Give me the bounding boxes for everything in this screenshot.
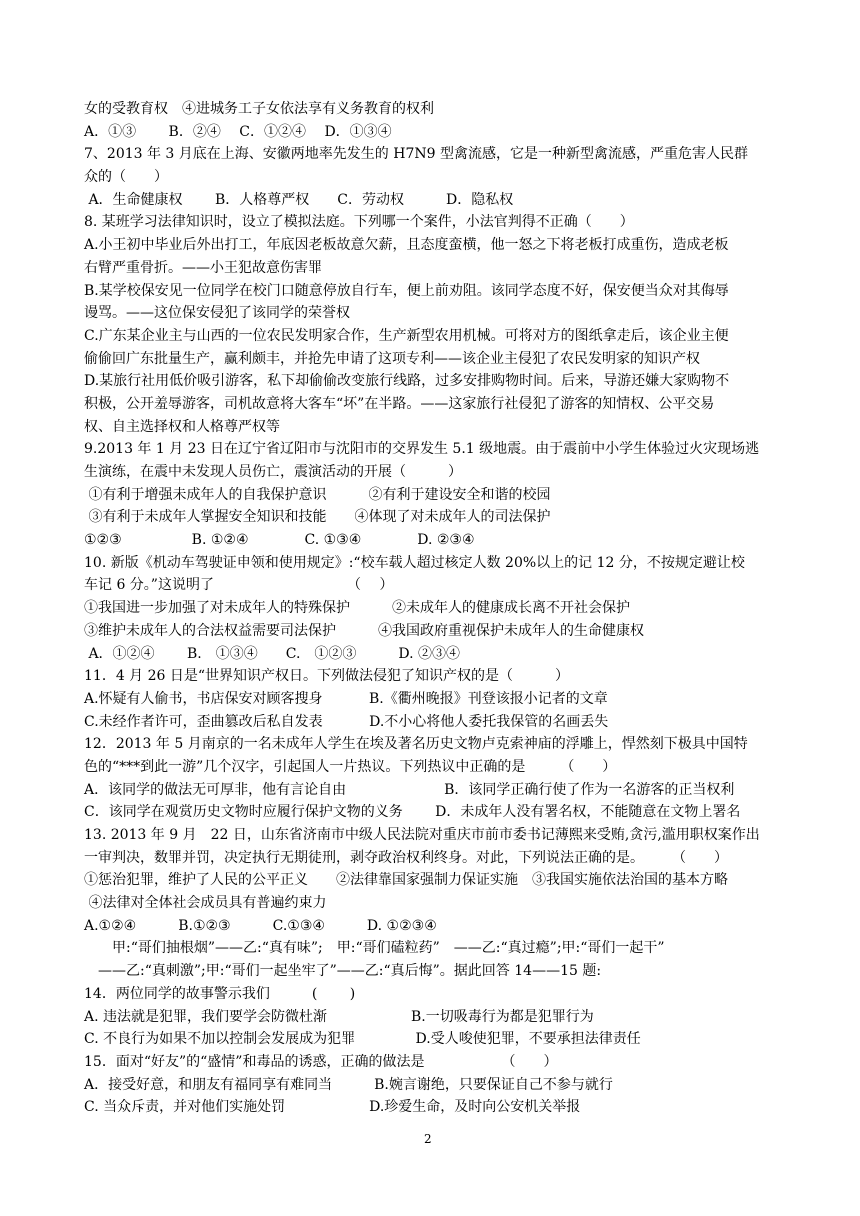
question-14-stem: 14．两位同学的故事警示我们 ( ): [84, 985, 356, 1002]
question-9-line-2: 生演练，在震中未发现人员伤亡，震演活动的开展（ ）: [84, 464, 462, 480]
question-11-options-ab: A.怀疑有人偷书，书店保安对顾客搜身 B.《衢州晚报》刊登该报小记者的文章: [84, 690, 608, 707]
question-12-line-1: 12．2013 年 5 月南京的一名未成年人学生在埃及著名历史文物卢克索神庙的浮雕上，悍然刻下极具中国特: [84, 736, 748, 753]
question-8-stem: 8. 某班学习法律知识时，设立了模拟法庭。下列哪一个案件，小法官判得不正确（ ）: [84, 214, 634, 231]
question-12-line-2: 色的“***到此一游”几个汉字，引起国人一片热议。下列热议中正确的是 （ ）: [84, 758, 617, 775]
question-9-statements-1: ①有利于增强未成年人的自我保护意识 ②有利于建设安全和谐的校园: [84, 486, 551, 503]
question-11-options-cd: C.未经作者许可，歪曲篡改后私自发表 D.不小心将他人委托我保管的名画丢失: [84, 713, 609, 730]
question-9-statements-2: ③有利于未成年人掌握安全知识和技能 ④体现了对未成年人的司法保护: [84, 509, 551, 526]
page-number: 2: [424, 1132, 432, 1146]
question-9-line-1: 9.2013 年 1 月 23 日在辽宁省辽阳市与沈阳市的交界发生 5.1 级地震。由于震前中小学生体验过火灾现场逃: [84, 441, 760, 458]
question-8-option-c-line-2: 偷偷回广东批量生产，赢利颇丰，并抢先申请了这项专利——该企业主侵犯了农民发明家的知识产权: [84, 350, 700, 367]
text-line-2: A．①③ B．②④ C．①②④ D．①③④: [84, 123, 392, 140]
text-line-1: 女的受教育权 ④进城务工子女依法享有义务教育的权利: [84, 101, 434, 117]
question-15-options-ab: A．接受好意，和朋友有福同享有难同当 B.婉言谢绝，只要保证自己不参与就行: [84, 1076, 613, 1093]
question-13-statements-1: ①惩治犯罪，维护了人民的公平正义 ②法律靠国家强制力保证实施 ③我国实施依法治国的基本方略: [84, 872, 728, 889]
question-13-statements-2: ④法律对全体社会成员具有普遍约束力: [84, 895, 327, 912]
question-7-line-1: 7、2013 年 3 月底在上海、安徽两地率先发生的 H7N9 型禽流感，它是一种新型禽流感，严重危害人民群: [84, 146, 748, 163]
question-8-option-b-line-1: B.某学校保安见一位同学在校门口随意停放自行车，便上前劝阻。该同学态度不好，保安便当众对其侮辱: [84, 282, 729, 299]
question-11-stem: 11．4 月 26 日是“世界知识产权日。下列做法侵犯了知识产权的是（ ）: [84, 668, 570, 685]
question-9-options: ①②③ B. ①②④ C. ①③④ D. ②③④: [84, 532, 475, 549]
question-13-line-1: 13. 2013 年 9 月 22 日，山东省济南市中级人民法院对重庆市前市委书记薄熙来受贿,贪污,滥用职权案作出: [84, 827, 760, 843]
question-12-options-cd: C．该同学在观赏历史文物时应履行保护文物的义务 D．未成年人没有署名权，不能随意在文物上署名: [84, 804, 741, 821]
question-7-line-2: 众的（ ）: [84, 169, 168, 186]
dialogue-line-2: ——乙:“真刺激”;甲:“哥们一起坐牢了”——乙:“真后悔”。据此回答 14——15 题:: [84, 963, 602, 980]
question-10-statements-1: ①我国进一步加强了对未成年人的特殊保护 ②未成年人的健康成长离不开社会保护: [84, 600, 630, 617]
question-15-options-cd: C. 当众斥责，并对他们实施处罚 D.珍爱生命，及时向公安机关举报: [84, 1099, 581, 1116]
question-13-options: A.①②④ B.①②③ C.①③④ D. ①②③④: [84, 917, 437, 934]
question-8-option-d-line-3: 权、自主选择权和人格尊严权等: [84, 418, 280, 435]
question-12-options-ab: A．该同学的做法无可厚非，他有言论自由 B．该同学正确行使了作为一名游客的正当权利: [84, 781, 735, 798]
question-8-option-b-line-2: 谩骂。——这位保安侵犯了该同学的荣誉权: [84, 305, 350, 322]
question-8-option-c-line-1: C.广东某企业主与山西的一位农民发明家合作，生产新型农用机械。可将对方的图纸拿走后，该企业主便: [84, 327, 729, 344]
question-8-option-d-line-2: 积极，公开羞辱游客，司机故意将大客车“坏”在半路。——这家旅行社侵犯了游客的知情权、公平交易: [84, 395, 715, 412]
question-7-options: A．生命健康权 B．人格尊严权 C．劳动权 D．隐私权: [84, 191, 514, 208]
question-10-line-1: 10. 新版《机动车驾驶证申领和使用规定》:“校车载人超过核定人数 20%以上的记 12 分，不按规定避让校: [84, 554, 745, 571]
exam-page-body: [84, 98, 784, 1119]
question-15-stem: 15．面对“好友”的“盛情”和毒品的诱惑，正确的做法是 （ ）: [84, 1053, 558, 1070]
question-8-option-a-line-1: A.小王初中毕业后外出打工，年底因老板故意欠薪，且态度蛮横，他一怒之下将老板打成重伤，造成老板: [84, 237, 729, 254]
question-14-options-cd: C. 不良行为如果不加以控制会发展成为犯罪 D.受人唆使犯罪，不要承担法律责任: [84, 1031, 641, 1048]
question-8-option-a-line-2: 右臂严重骨折。——小王犯故意伤害罪: [84, 259, 322, 276]
question-10-line-2: 车记 6 分。”这说明了 （ ）: [84, 577, 394, 594]
dialogue-line-1: 甲:“哥们抽根烟”——乙:“真有味”; 甲:“哥们磕粒药” ——乙:“真过瘾”;甲:“哥们一起干”: [84, 940, 665, 957]
question-14-options-ab: A. 违法就是犯罪，我们要学会防微杜渐 B.一切吸毒行为都是犯罪行为: [84, 1008, 594, 1025]
question-10-statements-2: ③维护未成年人的合法权益需要司法保护 ④我国政府重视保护未成年人的生命健康权: [84, 622, 644, 639]
question-13-line-2: 一审判决，数罪并罚，决定执行无期徒刑，剥夺政治权利终身。对此，下列说法正确的是。 （ ）: [84, 849, 728, 866]
question-10-options: A．①②④ B. ①③④ C. ①②③ D. ②③④: [84, 645, 461, 662]
question-8-option-d-line-1: D.某旅行社用低价吸引游客，私下却偷偷改变旅行线路，过多安排购物时间。后来，导游还嫌大家购物不: [84, 373, 730, 390]
